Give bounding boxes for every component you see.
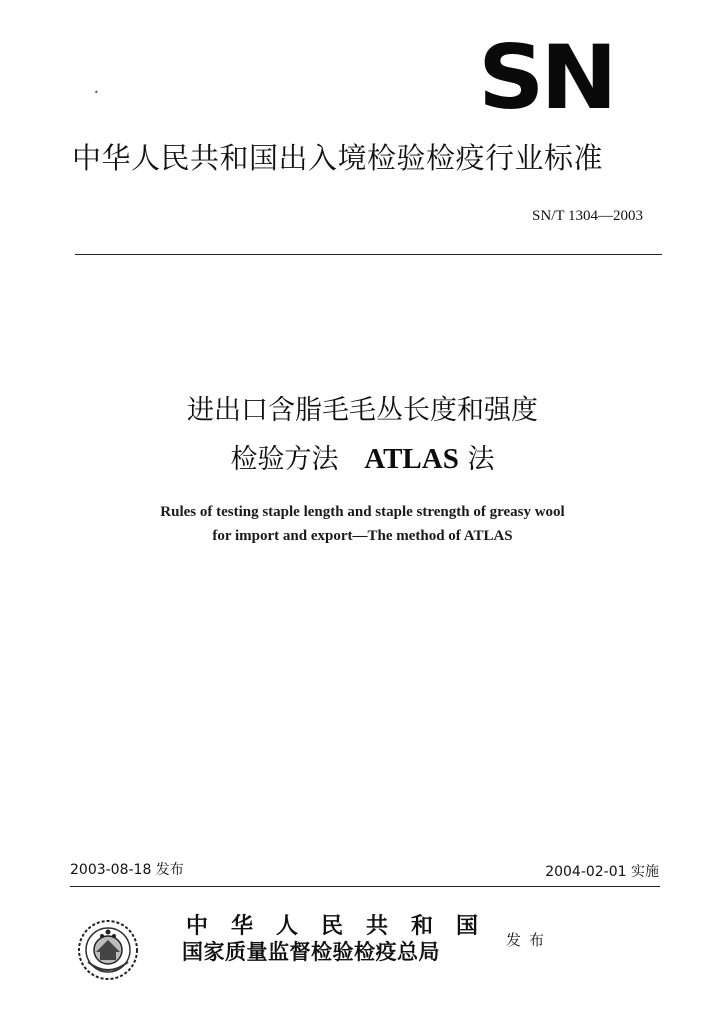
scan-speck: • [94, 88, 99, 97]
publish-label: 发布 [506, 931, 553, 949]
chinese-title-line-1: 进出口含脂毛毛丛长度和强度 [187, 395, 538, 426]
chinese-title-method: 检验方法 [230, 444, 339, 475]
issuer-aqsiq: 国家质量监督检验检疫总局 [182, 939, 440, 964]
implementation-date: 2004-02-01 实施 [545, 864, 659, 880]
national-emblem-seal-icon [76, 918, 140, 982]
english-title-line-1: Rules of testing staple length and staple strength of greasy wool [160, 504, 565, 520]
chinese-title-line-2 [0, 440, 725, 479]
issue-date: 2003-08-18 发布 [70, 862, 184, 878]
bottom-divider [70, 886, 660, 887]
chinese-title-atlas: ATLAS [364, 443, 459, 475]
industry-standard-title: 中华人民共和国出入境检验检疫行业标准 [72, 141, 604, 175]
chinese-title-suffix: 法 [467, 444, 495, 475]
english-title-line-2: for import and export—The method of ATLAS [212, 528, 513, 544]
issuer-prc: 中华人民共和国 [186, 913, 502, 939]
top-divider [75, 254, 662, 255]
standard-number: SN/T 1304—2003 [532, 208, 643, 224]
sn-logo: SN [478, 26, 614, 129]
